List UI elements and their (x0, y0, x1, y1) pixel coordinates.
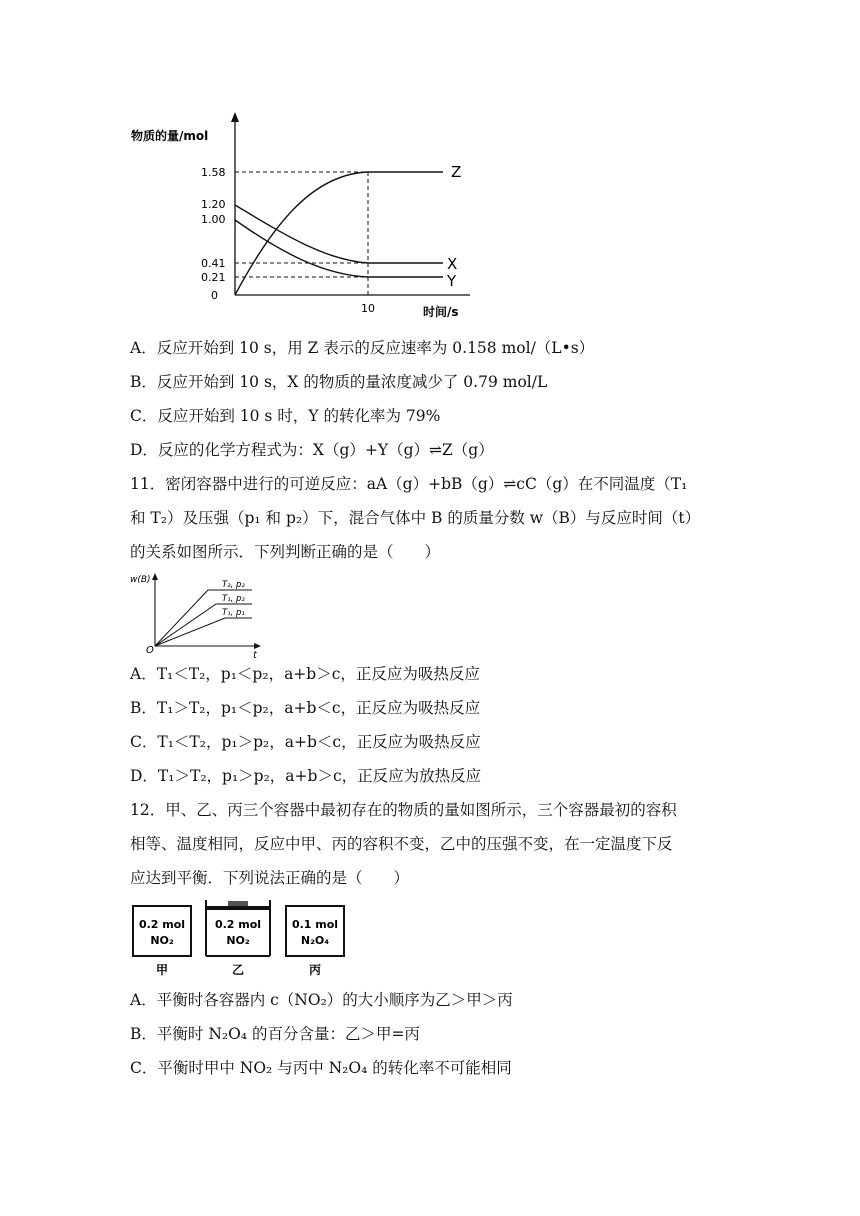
y-axis-label: w(B) (130, 575, 151, 585)
q10-option-b: B．反应开始到 10 s，X 的物质的量浓度减少了 0.79 mol/L (130, 373, 548, 391)
x-axis-label: t (253, 650, 257, 660)
y-axis-label: 物质的量/mol (131, 129, 209, 143)
curve-label-t1-p2: T₁, p₂ (222, 594, 245, 604)
series-x-curve (235, 205, 443, 263)
container-yi-piston (206, 906, 270, 910)
series-y-curve (235, 220, 443, 277)
container-bing-formula: N₂O₄ (300, 934, 330, 947)
q11-stem-line3: 的关系如图所示．下列判断正确的是（ ） (130, 543, 441, 561)
amount-time-chart (125, 110, 485, 325)
container-bing (286, 906, 344, 956)
container-bing-amount: 0.1 mol (291, 918, 339, 931)
q11-option-a: A．T₁＜T₂，p₁＜p₂，a+b＞c，正反应为吸热反应 (130, 665, 480, 683)
series-label-z: Z (451, 163, 462, 181)
curve-label-t2-p2: T₂, p₂ (222, 580, 245, 590)
q11-stem-line1: 11．密闭容器中进行的可逆反应：aA（g）+bB（g）⇌cC（g）在不同温度（T₁ (130, 475, 688, 493)
y-tick-label: 1.20 (201, 198, 226, 211)
x-tick-label: 10 (361, 302, 375, 315)
q10-option-c: C．反应开始到 10 s 时，Y 的转化率为 79% (130, 407, 441, 425)
q12-option-c: C．平衡时甲中 NO₂ 与丙中 N₂O₄ 的转化率不可能相同 (130, 1059, 512, 1077)
container-yi-name: 乙 (231, 963, 245, 977)
q11-option-d: D．T₁＞T₂，p₁＞p₂，a+b＞c，正反应为放热反应 (130, 767, 482, 785)
origin-label: O (146, 645, 154, 656)
y-axis-arrow (152, 573, 158, 580)
x-axis-arrow (254, 643, 261, 649)
container-yi-amount: 0.2 mol (214, 918, 262, 931)
container-jia (133, 906, 191, 956)
series-label-y: Y (447, 272, 457, 290)
y-tick-label: 0.21 (201, 271, 226, 284)
y-tick-label: 0.41 (201, 257, 226, 270)
q12-option-a: A．平衡时各容器内 c（NO₂）的大小顺序为乙＞甲＞丙 (130, 991, 513, 1009)
container-jia-name: 甲 (155, 963, 169, 977)
q10-option-d: D．反应的化学方程式为：X（g）+Y（g）⇌Z（g） (130, 441, 494, 459)
container-jia-amount: 0.2 mol (138, 918, 186, 931)
q10-option-a: A．反应开始到 10 s，用 Z 表示的反应速率为 0.158 mol/（L•s） (130, 339, 595, 357)
q11-option-b: B．T₁＞T₂，p₁＜p₂，a+b＜c，正反应为吸热反应 (130, 699, 481, 717)
wb-time-figure (128, 568, 268, 660)
q11-stem-line2: 和 T₂）及压强（p₁ 和 p₂）下，混合气体中 B 的质量分数 w（B）与反应时间（t） (130, 509, 701, 527)
series-label-x: X (447, 255, 458, 273)
curve-label-t1-p1: T₁, p₁ (222, 608, 245, 618)
y-tick-label: 1.58 (201, 166, 226, 179)
curve-t1-p1 (155, 618, 252, 646)
q12-option-b: B．平衡时 N₂O₄ 的百分含量：乙＞甲=丙 (130, 1025, 420, 1043)
x-axis-label: 时间/s (423, 305, 459, 319)
q12-stem-line2: 相等、温度相同，反应中甲、丙的容积不变，乙中的压强不变，在一定温度下反 (130, 835, 673, 853)
y-tick-label: 0 (211, 289, 218, 302)
q12-stem-line1: 12．甲、乙、丙三个容器中最初存在的物质的量如图所示，三个容器最初的容积 (130, 801, 677, 819)
q12-stem-line3: 应达到平衡．下列说法正确的是（ ） (130, 869, 410, 887)
container-bing-name: 丙 (308, 963, 322, 977)
y-axis-arrow (231, 112, 239, 122)
containers-figure (128, 898, 368, 982)
container-yi-piston-handle (228, 901, 248, 906)
y-tick-label: 1.00 (201, 213, 226, 226)
q11-option-c: C．T₁＜T₂，p₁＞p₂，a+b＜c，正反应为吸热反应 (130, 733, 481, 751)
container-jia-formula: NO₂ (150, 934, 174, 947)
container-yi-formula: NO₂ (226, 934, 250, 947)
